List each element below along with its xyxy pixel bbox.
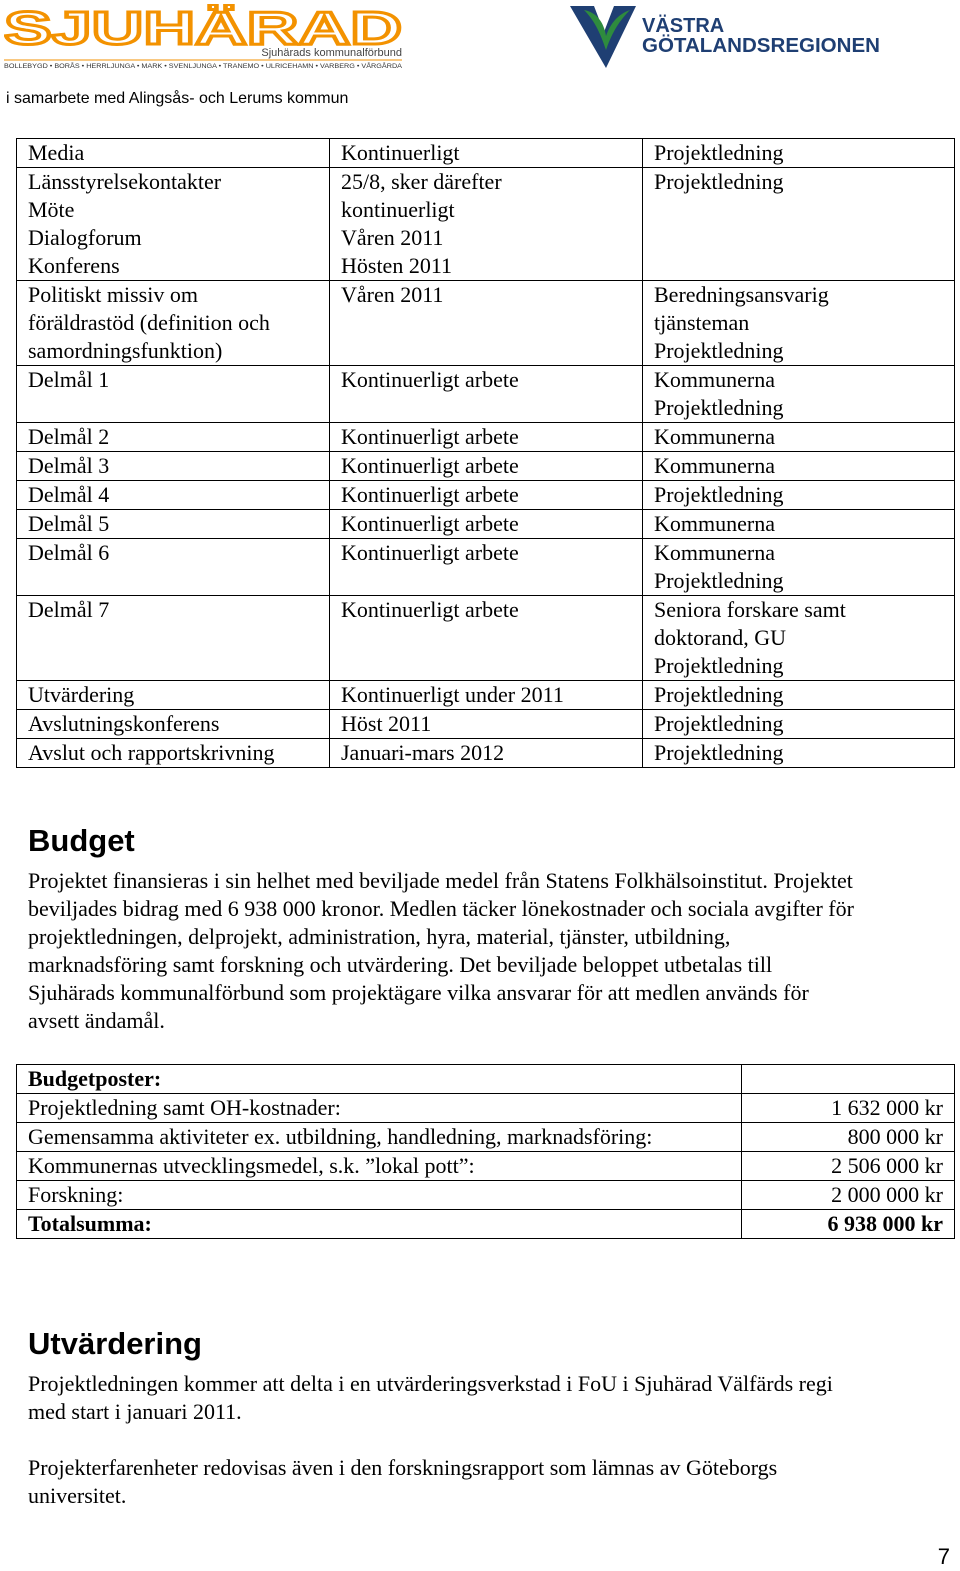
schedule-cell-line: Kommunerna <box>654 367 775 392</box>
schedule-cell-line: Kontinuerligt arbete <box>341 367 519 392</box>
schedule-cell-line: doktorand, GU <box>654 625 786 650</box>
schedule-time-cell <box>330 366 643 423</box>
schedule-cell-line: Våren 2011 <box>341 225 444 250</box>
schedule-responsible-cell <box>643 423 955 452</box>
budget-header-amount <box>742 1065 955 1094</box>
evaluation-paragraph-2 <box>28 1454 953 1510</box>
vgr-logo-line1: VÄSTRA <box>642 15 725 37</box>
schedule-row <box>17 139 955 168</box>
schedule-row <box>17 681 955 710</box>
schedule-cell-line: tjänsteman <box>654 310 750 335</box>
evaluation-text-line: med start i januari 2011. <box>28 1399 242 1424</box>
budget-row <box>17 1152 955 1181</box>
schedule-activity-cell <box>17 281 330 366</box>
budget-text-line: projektledningen, delprojekt, administration, hyra, material, tjänster, utbildning, <box>28 924 731 949</box>
schedule-table <box>16 138 955 768</box>
budget-text-line: Sjuhärads kommunalförbund som projektägare vilka ansvarar för att medlen används för <box>28 980 809 1005</box>
schedule-activity-cell <box>17 481 330 510</box>
schedule-cell-line: Kontinuerligt under 2011 <box>341 682 564 707</box>
schedule-cell-line: Delmål 2 <box>28 424 110 449</box>
schedule-cell-line: Seniora forskare samt <box>654 597 846 622</box>
budget-row <box>17 1123 955 1152</box>
schedule-time-cell <box>330 596 643 681</box>
schedule-cell-line: Kommunerna <box>654 540 775 565</box>
schedule-cell-line: Media <box>28 140 85 165</box>
evaluation-paragraph-1 <box>28 1370 953 1426</box>
schedule-cell-line: Hösten 2011 <box>341 253 453 278</box>
schedule-row <box>17 281 955 366</box>
schedule-row <box>17 366 955 423</box>
schedule-responsible-cell <box>643 596 955 681</box>
vgr-logo-line2: GÖTALANDSREGIONEN <box>642 35 874 57</box>
schedule-time-cell <box>330 168 643 281</box>
schedule-cell-line: Länsstyrelsekontakter <box>28 169 222 194</box>
budget-total-row <box>17 1210 955 1239</box>
budget-table <box>16 1064 955 1239</box>
schedule-row <box>17 739 955 768</box>
schedule-row <box>17 481 955 510</box>
page-number: 7 <box>937 1544 950 1569</box>
schedule-body <box>17 139 955 768</box>
budget-item-label: Forskning: <box>17 1181 742 1210</box>
schedule-cell-line: Kontinuerligt arbete <box>341 597 519 622</box>
budget-item-amount: 800 000 kr <box>742 1123 955 1152</box>
schedule-activity-cell <box>17 423 330 452</box>
schedule-cell-line: Projektledning <box>654 482 784 507</box>
budget-item-amount: 2 000 000 kr <box>742 1181 955 1210</box>
schedule-cell-line: Januari-mars 2012 <box>341 740 505 765</box>
schedule-time-cell <box>330 539 643 596</box>
schedule-responsible-cell <box>643 710 955 739</box>
budget-text-line: beviljades bidrag med 6 938 000 kronor. Medlen täcker lönekostnader och sociala avgifter för <box>28 896 854 921</box>
schedule-cell-line: Projektledning <box>654 140 784 165</box>
schedule-row <box>17 510 955 539</box>
sjuharad-logo <box>4 4 404 70</box>
schedule-activity-cell <box>17 539 330 596</box>
schedule-cell-line: Kontinuerligt arbete <box>341 424 519 449</box>
budget-row <box>17 1094 955 1123</box>
schedule-cell-line: Beredningsansvarig <box>654 282 829 307</box>
schedule-cell-line: Projektledning <box>654 568 784 593</box>
schedule-time-cell <box>330 423 643 452</box>
schedule-cell-line: Delmål 6 <box>28 540 110 565</box>
schedule-cell-line: Politiskt missiv om <box>28 282 198 307</box>
evaluation-text-line: universitet. <box>28 1483 127 1508</box>
schedule-cell-line: Kontinuerligt <box>341 140 460 165</box>
schedule-activity-cell <box>17 366 330 423</box>
schedule-row <box>17 710 955 739</box>
schedule-cell-line: Projektledning <box>654 682 784 707</box>
schedule-responsible-cell <box>643 681 955 710</box>
schedule-responsible-cell <box>643 481 955 510</box>
budget-text-line: Projektet finansieras i sin helhet med beviljade medel från Statens Folkhälsoinstitut. Projektet <box>28 868 853 893</box>
schedule-activity-cell <box>17 139 330 168</box>
budget-total-label: Totalsumma: <box>17 1210 742 1239</box>
schedule-activity-cell <box>17 739 330 768</box>
schedule-cell-line: Delmål 1 <box>28 367 110 392</box>
budget-item-label: Gemensamma aktiviteter ex. utbildning, handledning, marknadsföring: <box>17 1123 742 1152</box>
schedule-cell-line: Möte <box>28 197 75 222</box>
schedule-cell-line: kontinuerligt <box>341 197 455 222</box>
schedule-row <box>17 539 955 596</box>
sjuharad-logo-title: SJUHÄRAD <box>4 4 402 54</box>
budget-text-line: avsett ändamål. <box>28 1008 165 1033</box>
schedule-responsible-cell <box>643 366 955 423</box>
schedule-time-cell <box>330 710 643 739</box>
schedule-cell-line: Kommunerna <box>654 424 775 449</box>
schedule-time-cell <box>330 739 643 768</box>
schedule-row <box>17 452 955 481</box>
schedule-row <box>17 596 955 681</box>
schedule-cell-line: Avslutningskonferens <box>28 711 220 736</box>
schedule-time-cell <box>330 510 643 539</box>
schedule-time-cell <box>330 139 643 168</box>
budget-paragraph <box>28 867 953 1035</box>
schedule-cell-line: Kontinuerligt arbete <box>341 482 519 507</box>
schedule-cell-line: Projektledning <box>654 395 784 420</box>
schedule-cell-line: föräldrastöd (definition och <box>28 310 270 335</box>
schedule-cell-line: Projektledning <box>654 169 784 194</box>
schedule-cell-line: Höst 2011 <box>341 711 432 736</box>
sjuharad-logo-municipalities: BOLLEBYGD • BORÅS • HERRLJUNGA • MARK • SVENLJUNGA • TRANEMO • ULRICEHAMN • VARBERG • VÅRGÅRDA <box>4 64 335 70</box>
schedule-cell-line: Våren 2011 <box>341 282 444 307</box>
budget-total-amount: 6 938 000 kr <box>742 1210 955 1239</box>
evaluation-heading: Utvärdering <box>28 1326 202 1361</box>
budget-header-row <box>17 1065 955 1094</box>
schedule-responsible-cell <box>643 539 955 596</box>
budget-item-amount: 2 506 000 kr <box>742 1152 955 1181</box>
schedule-responsible-cell <box>643 168 955 281</box>
schedule-cell-line: Delmål 3 <box>28 453 110 478</box>
schedule-activity-cell <box>17 710 330 739</box>
schedule-cell-line: Kommunerna <box>654 511 775 536</box>
schedule-cell-line: Projektledning <box>654 740 784 765</box>
budget-item-amount: 1 632 000 kr <box>742 1094 955 1123</box>
schedule-activity-cell <box>17 510 330 539</box>
schedule-responsible-cell <box>643 739 955 768</box>
budget-heading: Budget <box>28 823 135 858</box>
schedule-activity-cell <box>17 596 330 681</box>
schedule-cell-line: samordningsfunktion) <box>28 338 223 363</box>
schedule-responsible-cell <box>643 139 955 168</box>
schedule-cell-line: Utvärdering <box>28 682 135 707</box>
schedule-cell-line: Kontinuerligt arbete <box>341 540 519 565</box>
schedule-row <box>17 423 955 452</box>
schedule-cell-line: Konferens <box>28 253 120 278</box>
budget-text-line: marknadsföring samt forskning och utvärdering. Det beviljade beloppet utbetalas till <box>28 952 773 977</box>
schedule-cell-line: Projektledning <box>654 711 784 736</box>
schedule-cell-line: Avslut och rapportskrivning <box>28 740 275 765</box>
schedule-time-cell <box>330 681 643 710</box>
schedule-time-cell <box>330 481 643 510</box>
schedule-cell-line: Projektledning <box>654 338 784 363</box>
schedule-activity-cell <box>17 168 330 281</box>
schedule-responsible-cell <box>643 281 955 366</box>
schedule-cell-line: 25/8, sker därefter <box>341 169 502 194</box>
collaboration-note: i samarbete med Alingsås- och Lerums kommun <box>6 90 349 107</box>
schedule-activity-cell <box>17 452 330 481</box>
schedule-cell-line: Delmål 4 <box>28 482 110 507</box>
schedule-cell-line: Kontinuerligt arbete <box>341 453 519 478</box>
schedule-cell-line: Delmål 7 <box>28 597 110 622</box>
budget-header-label: Budgetposter: <box>17 1065 742 1094</box>
vgr-logo <box>566 2 886 72</box>
schedule-cell-line: Kommunerna <box>654 453 775 478</box>
schedule-responsible-cell <box>643 510 955 539</box>
schedule-time-cell <box>330 281 643 366</box>
schedule-cell-line: Kontinuerligt arbete <box>341 511 519 536</box>
evaluation-text-line: Projektledningen kommer att delta i en utvärderingsverkstad i FoU i Sjuhärad Välfärds regi <box>28 1371 833 1396</box>
schedule-activity-cell <box>17 681 330 710</box>
budget-row <box>17 1181 955 1210</box>
schedule-time-cell <box>330 452 643 481</box>
schedule-responsible-cell <box>643 452 955 481</box>
schedule-cell-line: Dialogforum <box>28 225 142 250</box>
budget-item-label: Kommunernas utvecklingsmedel, s.k. ”lokal pott”: <box>17 1152 742 1181</box>
budget-item-label: Projektledning samt OH-kostnader: <box>17 1094 742 1123</box>
sjuharad-logo-subtitle: Sjuhärads kommunalförbund <box>261 47 402 59</box>
schedule-cell-line: Delmål 5 <box>28 511 110 536</box>
schedule-cell-line: Projektledning <box>654 653 784 678</box>
evaluation-text-line: Projekterfarenheter redovisas även i den forskningsrapport som lämnas av Göteborgs <box>28 1455 778 1480</box>
schedule-row <box>17 168 955 281</box>
